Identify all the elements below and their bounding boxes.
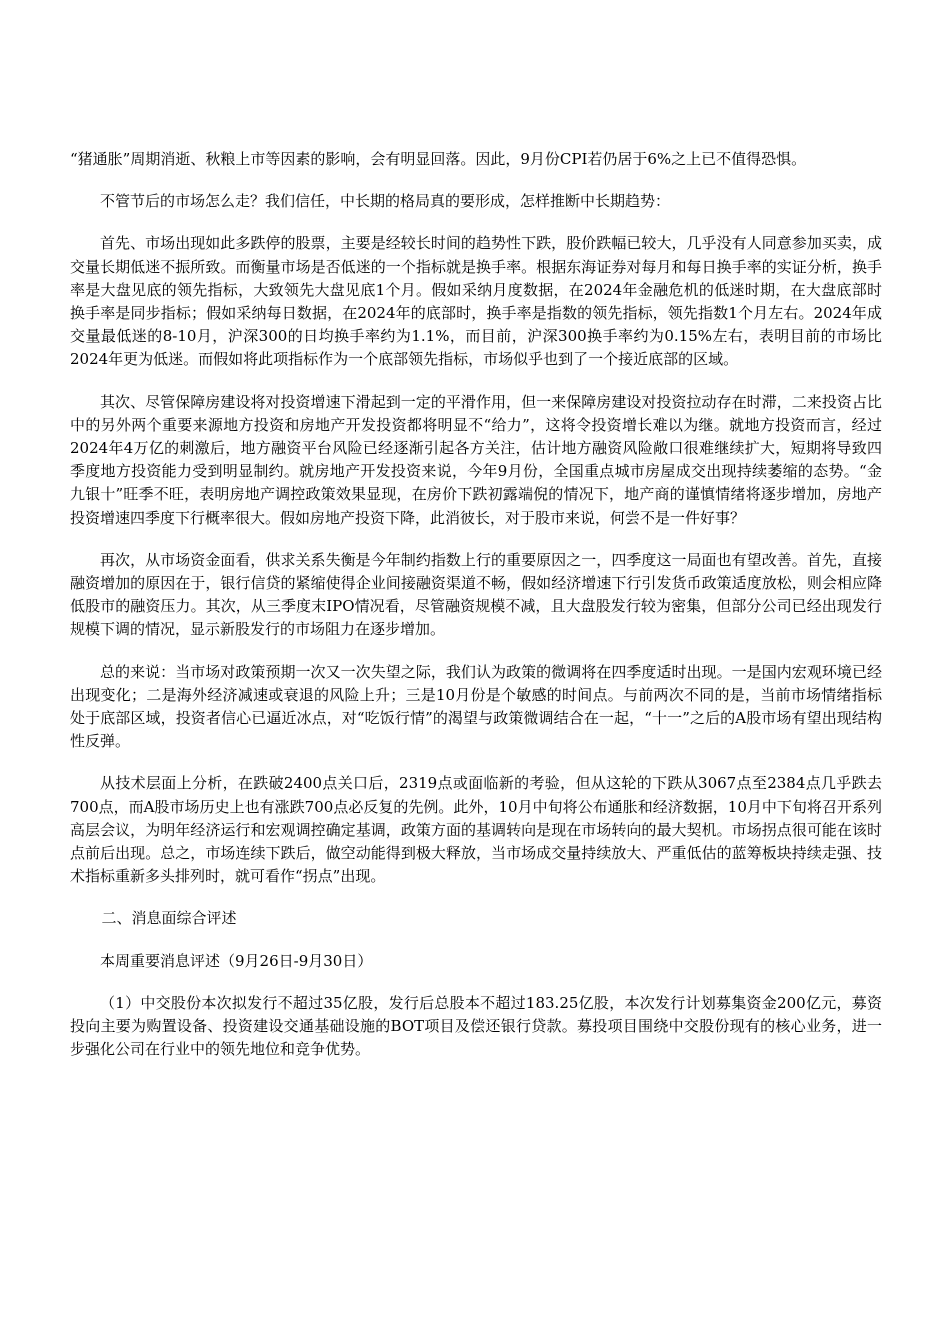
weekly-news-title: 本周重要消息评述（9月26日-9月30日） <box>100 951 373 970</box>
paragraph-first: 首先、市场出现如此多跌停的股票，主要是经较长时间的趋势性下跌，股价跌幅已较大，几乎没有人同意参加买卖，成交量长期低迷不振所致。而衡量市场是否低迷的一个指标就是换手率。根据东海证券对每月和每日换手率的实证分析，换手率是大盘见底的领先指标，大致领先大盘见底1个月。假如采纳月度数据，在2024年金融危机的低迷时期，在大盘底部时换手率是同步指标；假如采纳每日数据，在2024年的底部时，换手率是指数的领先指标，领先指数1个月左右。2024年成交量最低迷的8-10月，沪深300的日均换手率约为1.1%，而目前，沪深300换手率约为0.15%左右，表明目前的市场比2024年更为低迷。而假如将此项指标作为一个底部领先指标，市场似乎也到了一个接近底部的区域。 <box>70 234 882 369</box>
paragraph-third: 再次，从市场资金面看，供求关系失衡是今年制约指数上行的重要原因之一，四季度这一局面也有望改善。首先，直接融资增加的原因在于，银行信贷的紧缩使得企业间接融资渠道不畅，假如经济增速下行引发货币政策适度放松，则会相应降低股市的融资压力。其次，从三季度末IPO情况看，尽管融资规模不减，且大盘股发行较为密集，但部分公司已经出现发行规模下调的情况，显示新股发行的市场阻力在逐步增加。 <box>70 550 882 639</box>
document-page <box>70 148 882 1062</box>
paragraph-news-1: （1）中交股份本次拟发行不超过35亿股，发行后总股本不超过183.25亿股，本次发行计划募集资金200亿元，募资投向主要为购置设备、投资建设交通基础设施的BOT项目及偿还银行贷款。募投项目围绕中交股份现有的核心业务，进一步强化公司在行业中的领先地位和竞争优势。 <box>70 993 882 1059</box>
section-heading: 二、消息面综合评述 <box>101 909 237 928</box>
paragraph-summary: 总的来说：当市场对政策预期一次又一次失望之际，我们认为政策的微调将在四季度适时出现。一是国内宏观环境已经出现变化；二是海外经济减速或衰退的风险上升；三是10月份是个敏感的时间点。与前两次不同的是，当前市场情绪指标处于底部区域，投资者信心已逼近冰点，对“吃饭行情”的渴望与政策微调结合在一起，“十一”之后的A股市场有望出现结构性反弹。 <box>70 662 882 751</box>
paragraph-cpi: “猪通胀”周期消逝、秋粮上市等因素的影响，会有明显回落。因此，9月份CPI若仍居于6%之上已不值得恐惧。 <box>70 150 807 168</box>
paragraph-technical: 从技术层面上分析，在跌破2400点关口后，2319点或面临新的考验，但从这轮的下跌从3067点至2384点几乎跌去700点，而A股市场历史上也有涨跌700点必反复的先例。此外，10月中旬将公布通胀和经济数据，10月中下旬将召开系列高层会议，为明年经济运行和宏观调控确定基调，政策方面的基调转向是现在市场转向的最大契机。市场拐点很可能在该时点前后出现。总之，市场连续下跌后，做空动能得到极大释放，当市场成交量持续放大、严重低估的蓝筹板块持续走强、技术指标重新多头排列时，就可看作“拐点”出现。 <box>70 774 882 886</box>
paragraph-question: 不管节后的市场怎么走？我们信任，中长期的格局真的要形成，怎样推断中长期趋势： <box>100 192 671 211</box>
paragraph-second: 其次、尽管保障房建设将对投资增速下滑起到一定的平滑作用，但一来保障房建设对投资拉动存在时滞，二来投资占比中的另外两个重要来源地方投资和房地产开发投资都将明显不“给力”，这将令投资增长难以为继。就地方投资而言，经过2024年4万亿的刺激后，地方融资平台风险已经逐渐引起各方关注，估计地方融资风险敞口很难继续扩大，短期将导致四季度地方投资能力受到明显制约。就房地产开发投资来说，今年9月份，全国重点城市房屋成交出现持续萎缩的态势。“金九银十”旺季不旺，表明房地产调控政策效果显现，在房价下跌初露端倪的情况下，地产商的谨慎情绪将逐步增加，房地产投资增速四季度下行概率很大。假如房地产投资下降，此消彼长，对于股市来说，何尝不是一件好事？ <box>70 392 882 527</box>
